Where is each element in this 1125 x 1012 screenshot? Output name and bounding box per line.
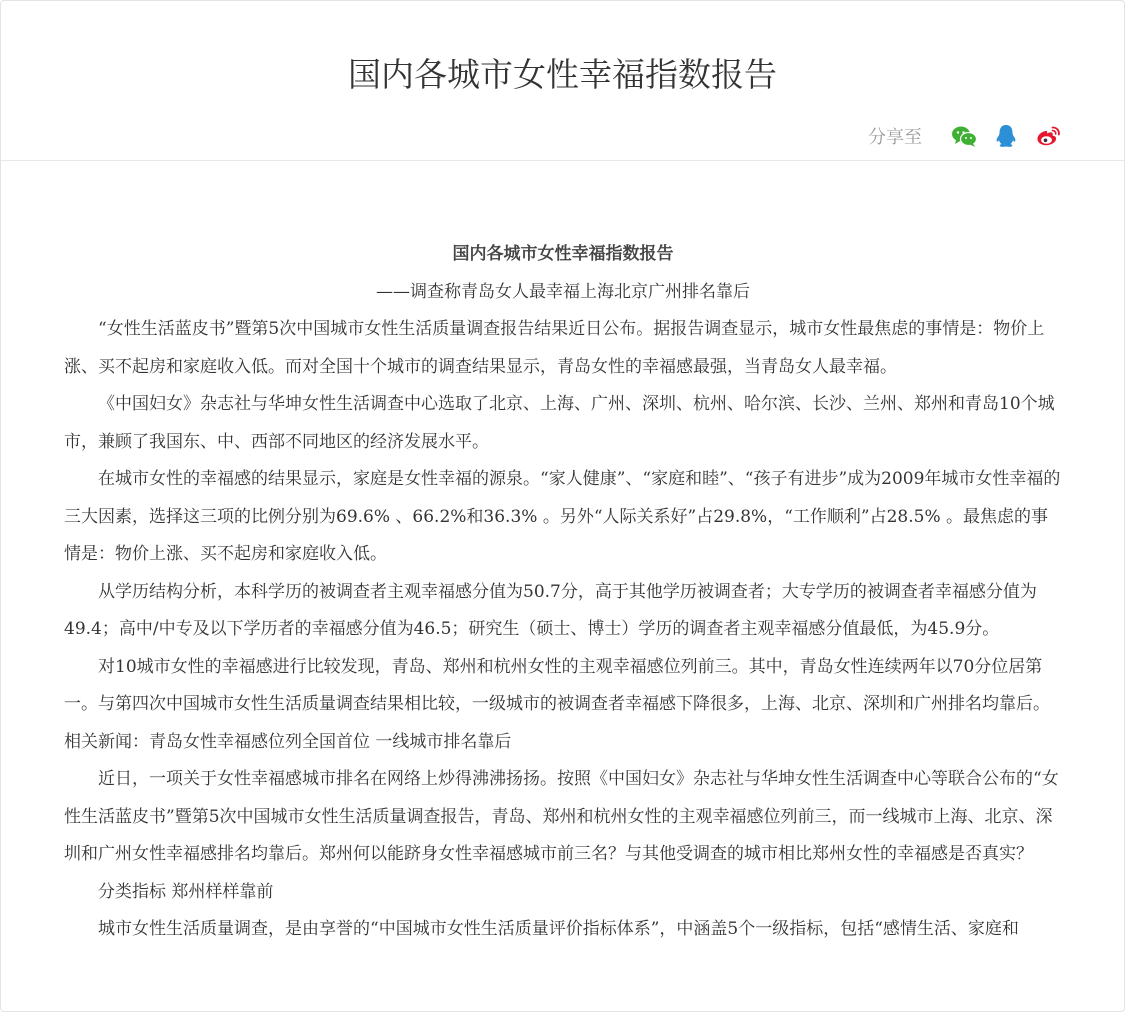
paragraph: “女性生活蓝皮书”暨第5次中国城市女性生活质量调查报告结果近日公布。据报告调查显示，城市女性最焦虑的事情是：物价上涨、买不起房和家庭收入低。而对全国十个城市的调查结果显示，青岛女性的幸福感最强，当青岛女人最幸福。 xyxy=(64,319,1045,377)
paragraph: 对10城市女性的幸福感进行比较发现，青岛、郑州和杭州女性的主观幸福感位列前三。其中，青岛女性连续两年以70分位居第一。与第四次中国城市女性生活质量调查结果相比较，一级城市的被调查者幸福感下降很多，上海、北京、深圳和广州排名均靠后。 xyxy=(64,656,1050,714)
article-title: 国内各城市女性幸福指数报告 xyxy=(452,244,674,264)
weibo-icon[interactable] xyxy=(1034,122,1062,150)
qq-icon[interactable] xyxy=(992,122,1020,150)
paragraph: 从学历结构分析，本科学历的被调查者主观幸福感分值为50.7分，高于其他学历被调查者；大专学历的被调查者幸福感分值为49.4；高中/中专及以下学历者的幸福感分值为46.5；研究生（硕士、博士）学历的调查者主观幸福感分值最低，为45.9分。 xyxy=(64,581,1037,639)
paragraph: 《中国妇女》杂志社与华坤女性生活调查中心选取了北京、上海、广州、深圳、杭州、哈尔滨、长沙、兰州、郑州和青岛10个城市，兼顾了我国东、中、西部不同地区的经济发展水平。 xyxy=(64,394,1055,452)
page-header xyxy=(1,1,1124,161)
article-body xyxy=(64,236,1062,949)
related-news-link[interactable]: 相关新闻：青岛女性幸福感位列全国首位 一线城市排名靠后 xyxy=(64,731,512,752)
paragraph: 近日，一项关于女性幸福感城市排名在网络上炒得沸沸扬扬。按照《中国妇女》杂志社与华坤女性生活调查中心等联合公布的“女性生活蓝皮书”暨第5次中国城市女性生活质量调查报告，青岛、郑州和杭州女性的主观幸福感位列前三，而一线城市上海、北京、深圳和广州女性幸福感排名均靠后。郑州何以能跻身女性幸福感城市前三名？与其他受调查的城市相比郑州女性的幸福感是否真实？ xyxy=(64,769,1059,864)
share-label: 分享至 xyxy=(868,127,922,148)
wechat-icon[interactable] xyxy=(950,122,978,150)
paragraph: 城市女性生活质量调查，是由享誉的“中国城市女性生活质量评价指标体系”，中涵盖5个一级指标，包括“感情生活、家庭和 xyxy=(98,919,1019,939)
section-heading: 分类指标 郑州样样靠前 xyxy=(98,881,274,902)
share-bar xyxy=(868,121,1062,151)
page-title: 国内各城市女性幸福指数报告 xyxy=(348,55,777,94)
paragraph: 在城市女性的幸福感的结果显示，家庭是女性幸福的源泉。“家人健康”、“家庭和睦”、“孩子有进步”成为2009年城市女性幸福的三大因素，选择这三项的比例分别为69.6% 、66.2%和36.3% 。另外“人际关系好”占29.8%，“工作顺利”占28.5% 。最焦虑的事情是：物价上涨、买不起房和家庭收入低。 xyxy=(64,469,1061,564)
article-subtitle: ——调查称青岛女人最幸福上海北京广州排名靠后 xyxy=(376,281,750,302)
